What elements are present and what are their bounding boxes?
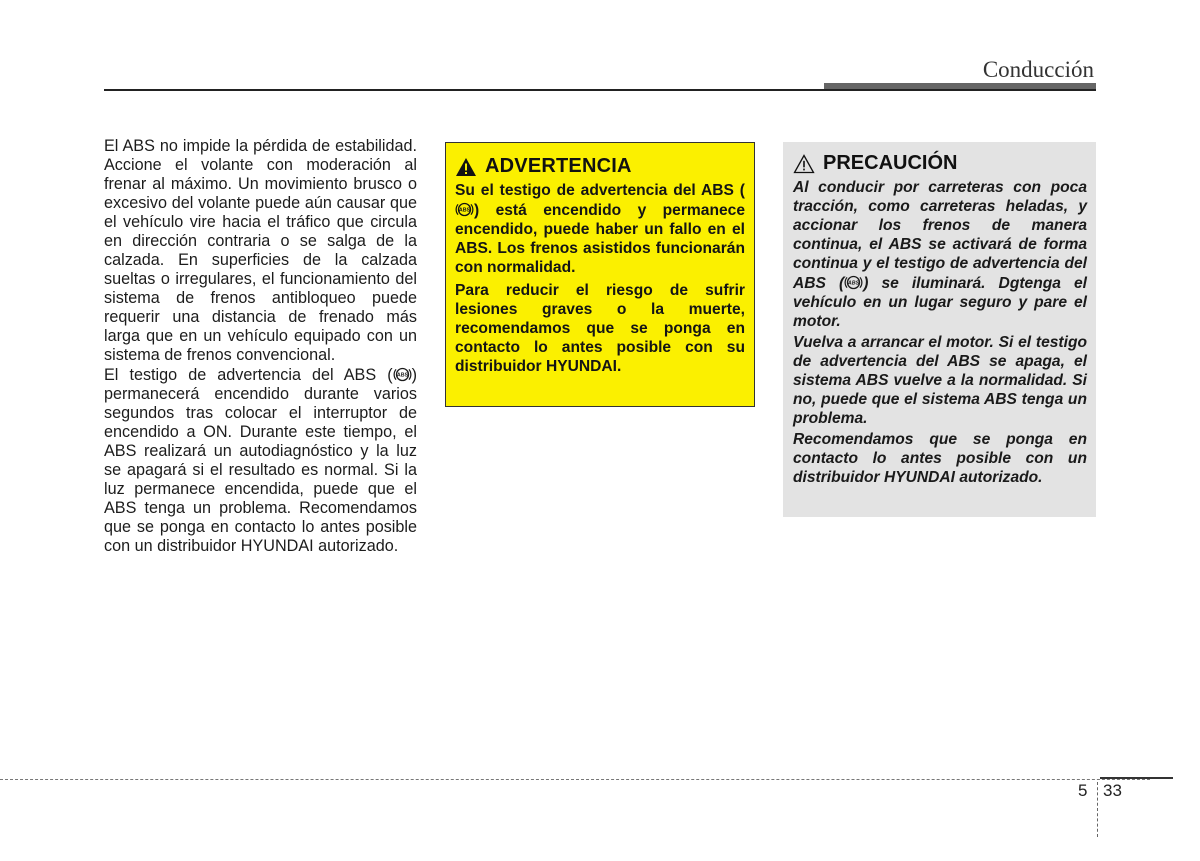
warning-header	[455, 155, 745, 178]
warning-box	[445, 142, 755, 407]
warning-triangle-icon	[455, 157, 477, 177]
caution-paragraph-contact: Recomendamos que se ponga en contacto lo antes posible con un distribuidor HYUNDAI autorizado.	[793, 431, 1087, 486]
main-paragraph-abs-light: El testigo de advertencia del ABS ( ABS ) permanecerá encendido durante varios segundos tras colocar el interruptor de encendido a ON. Durante este tiempo, el ABS realizará un autodiagnóstico y la luz se apagará si el resultado es normal. Si la luz permanece encendida, puede que el ABS tenga un problema. Recomendamos que se ponga en contacto lo antes posible con un distribuidor HYUNDAI autorizado.	[104, 366, 417, 555]
svg-text:ABS: ABS	[458, 207, 471, 214]
main-paragraph: El ABS no impide la pérdida de estabilidad. Accione el volante con moderación al frenar al máximo. Un movimiento brusco o excesivo del volante puede aún causar que el vehículo vire hacia el tráfico que circula en dirección contraria o se salga de la calzada. En superficies de la calzada sueltas o irregulares, el funcionamiento del sistema de frenos antibloqueo puede requerir una distancia de frenado más larga que en un vehículo equipado con un sistema de frenos convencional.	[104, 137, 417, 364]
caution-title: PRECAUCIÓN	[823, 152, 958, 174]
footer-dashed-rule	[0, 779, 1150, 780]
page-number: 33	[1103, 781, 1122, 800]
abs-warning-light-icon	[844, 273, 863, 292]
main-text-column	[104, 137, 417, 556]
warning-title: ADVERTENCIA	[485, 155, 632, 177]
warning-paragraph-abs-light: Su el testigo de advertencia del ABS ( ABS ) está encendido y permanece encendido, puede haber un fallo en el ABS. Los frenos asistidos funcionarán con normalidad.	[455, 182, 745, 276]
caution-header	[793, 152, 1087, 175]
caution-box	[783, 142, 1096, 517]
caution-paragraph-abs-light: Al conducir por carreteras con poca tracción, como carreteras heladas, y accionar los frenos de manera continua, el ABS se activará de forma continua y el testigo de advertencia del ABS ( ABS ) se iluminará. Dgtenga el vehículo en un lugar seguro y pare el motor.	[793, 179, 1087, 330]
footer-solid-rule	[1100, 777, 1173, 779]
caution-triangle-icon	[793, 154, 815, 174]
caution-paragraph-restart: Vuelva a arrancar el motor. Si el testigo de advertencia del ABS se apaga, el sistema ABS vuelve a la normalidad. Si no, puede que el sistema ABS tenga un problema.	[793, 334, 1087, 427]
abs-warning-light-icon	[455, 200, 474, 219]
warning-paragraph-contact: Para reducir el riesgo de sufrir lesiones graves o la muerte, recomendamos que se ponga en contacto lo antes posible con su distribuidor HYUNDAI.	[455, 282, 745, 375]
section-title: Conducción	[982, 57, 1094, 82]
abs-warning-light-icon	[393, 365, 412, 384]
footer-divider	[1097, 782, 1098, 837]
header-rule	[104, 89, 1096, 91]
svg-text:ABS: ABS	[396, 372, 408, 379]
section-number: 5	[1078, 781, 1088, 800]
svg-text:ABS: ABS	[848, 280, 860, 287]
